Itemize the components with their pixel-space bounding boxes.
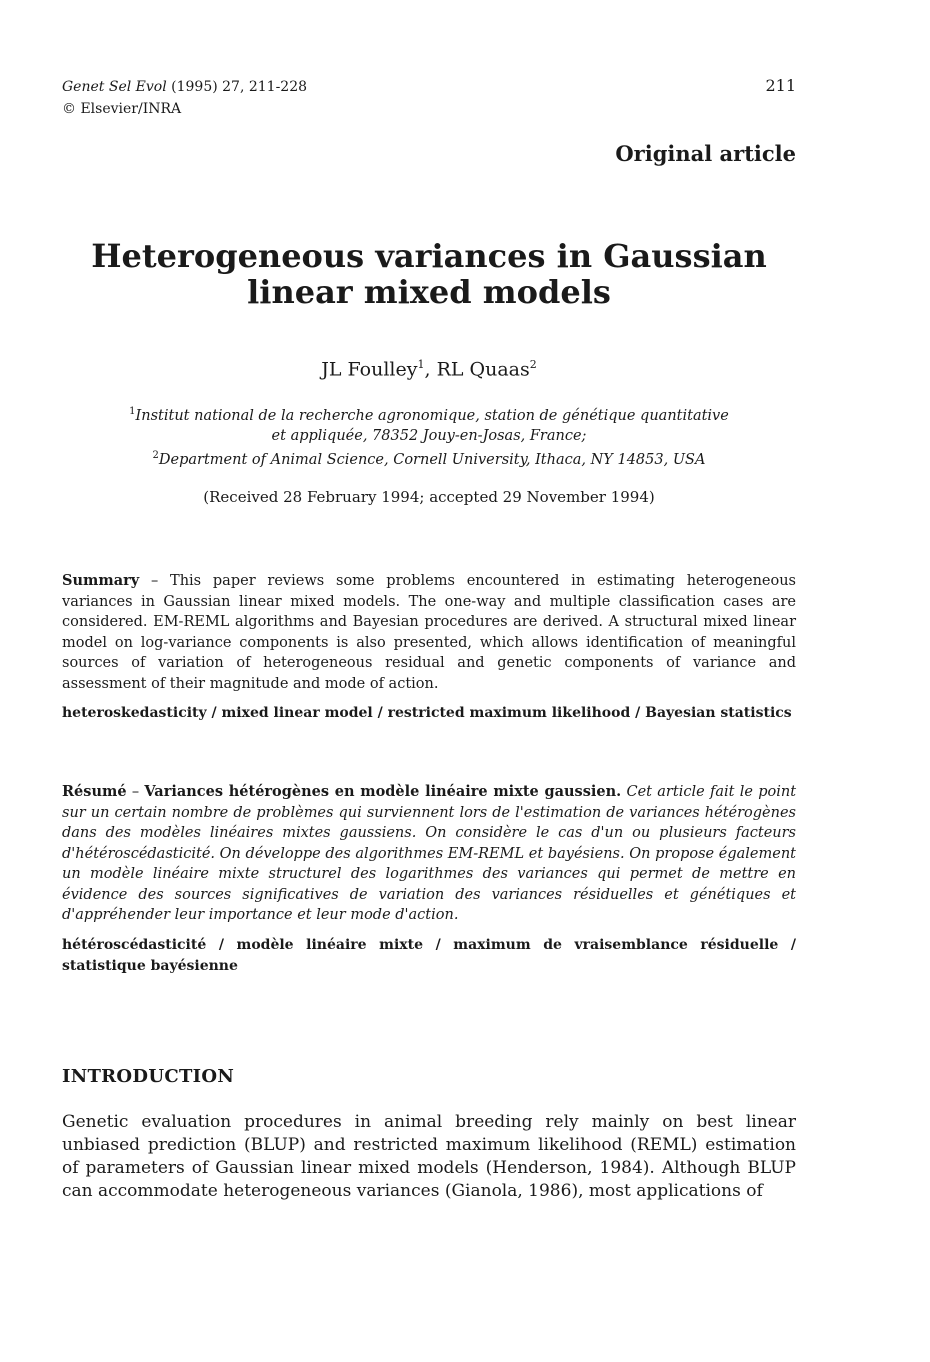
title-line-1: Heterogeneous variances in Gaussian [91,237,767,275]
keywords-french: hétéroscédasticité / modèle linéaire mixte / maximum de vraisemblance résiduelle / statistique bayésienne [62,937,796,974]
resume-abstract [62,782,796,926]
affiliation-2: $^2$Department of Animal Science, Cornell University, Ithaca, NY 14853, USA [152,449,706,468]
affiliations [62,402,796,470]
resume-title: Variances hétérogènes en modèle linéaire mixte gaussien. [144,783,622,800]
keywords-english: heteroskedasticity / mixed linear model / restricted maximum likelihood / Bayesian statistics [62,705,792,721]
author-list [62,358,796,380]
author-2-affil: 2 [529,358,537,371]
article-title [62,238,796,310]
received-dates: (Received 28 February 1994; accepted 29 November 1994) [203,488,655,506]
affiliation-1-marker: 1 [129,406,136,417]
introduction-paragraph: Genetic evaluation procedures in animal breeding rely mainly on best linear unbiased prediction (BLUP) and restricted maximum likelihood (REML) estimation of parameters of Gaussian linear mixed models (Henderson, 1984). Although BLUP can accommodate heterogeneous variances (Gianola, 1986), most applications of [62,1112,796,1201]
summary-label: Summary [62,572,140,589]
section-heading-introduction: INTRODUCTION [62,1066,235,1087]
resume-text: Cet article fait le point sur un certain nombre de problèmes qui surviennent lors de l'estimation de variances hétérogènes dans des modèles linéaires mixtes gaussiens. On considère le cas d'un ou plusieurs facteurs d'hétéroscédasticité. On développe des algorithmes EM-REML et bayésiens. On propose également un modèle linéaire mixte structurel des logarithmes des variances qui permet de mettre en évidence des sources significatives de variation des variances résiduelles et génétiques et d'appréhender leur importance et leur mode d'action. [62,784,797,923]
summary-abstract [62,571,796,694]
author-separator: , [424,358,437,381]
copyright-line: © Elsevier/INRA [62,101,182,117]
resume-label: Résumé [62,783,127,800]
summary-text: – This paper reviews some problems encountered in estimating heterogeneous variances in Gaussian linear mixed models. The one-way and multiple classification cases are considered. EM-REML algorithms and Bayesian procedures are derived. A structural mixed linear model on log-variance components is also presented, which allows identification of meaningful sources of variation of heterogeneous residual and genetic components of variance and assessment of their magnitude and mode of action. [62,573,796,692]
author-1: JL Foulley [321,358,418,381]
affiliation-1-line-1: $^1$Institut national de la recherche agronomique, station de génétique quantitative [129,406,729,424]
resume-dash: – [126,784,145,800]
page-number: 211 [765,76,796,95]
affiliation-2-marker: 2 [152,449,159,461]
article-type: Original article [615,141,796,166]
title-line-2: linear mixed models [247,273,611,311]
affiliation-1-line-2: et appliquée, 78352 Jouy-en-Josas, France; [271,427,587,444]
journal-volume: (1995) 27, 211-228 [166,79,308,95]
author-1-affil: 1 [417,358,425,371]
author-2: RL Quaas [436,358,530,381]
journal-name: Genet Sel Evol [62,79,167,95]
journal-citation [62,78,307,96]
